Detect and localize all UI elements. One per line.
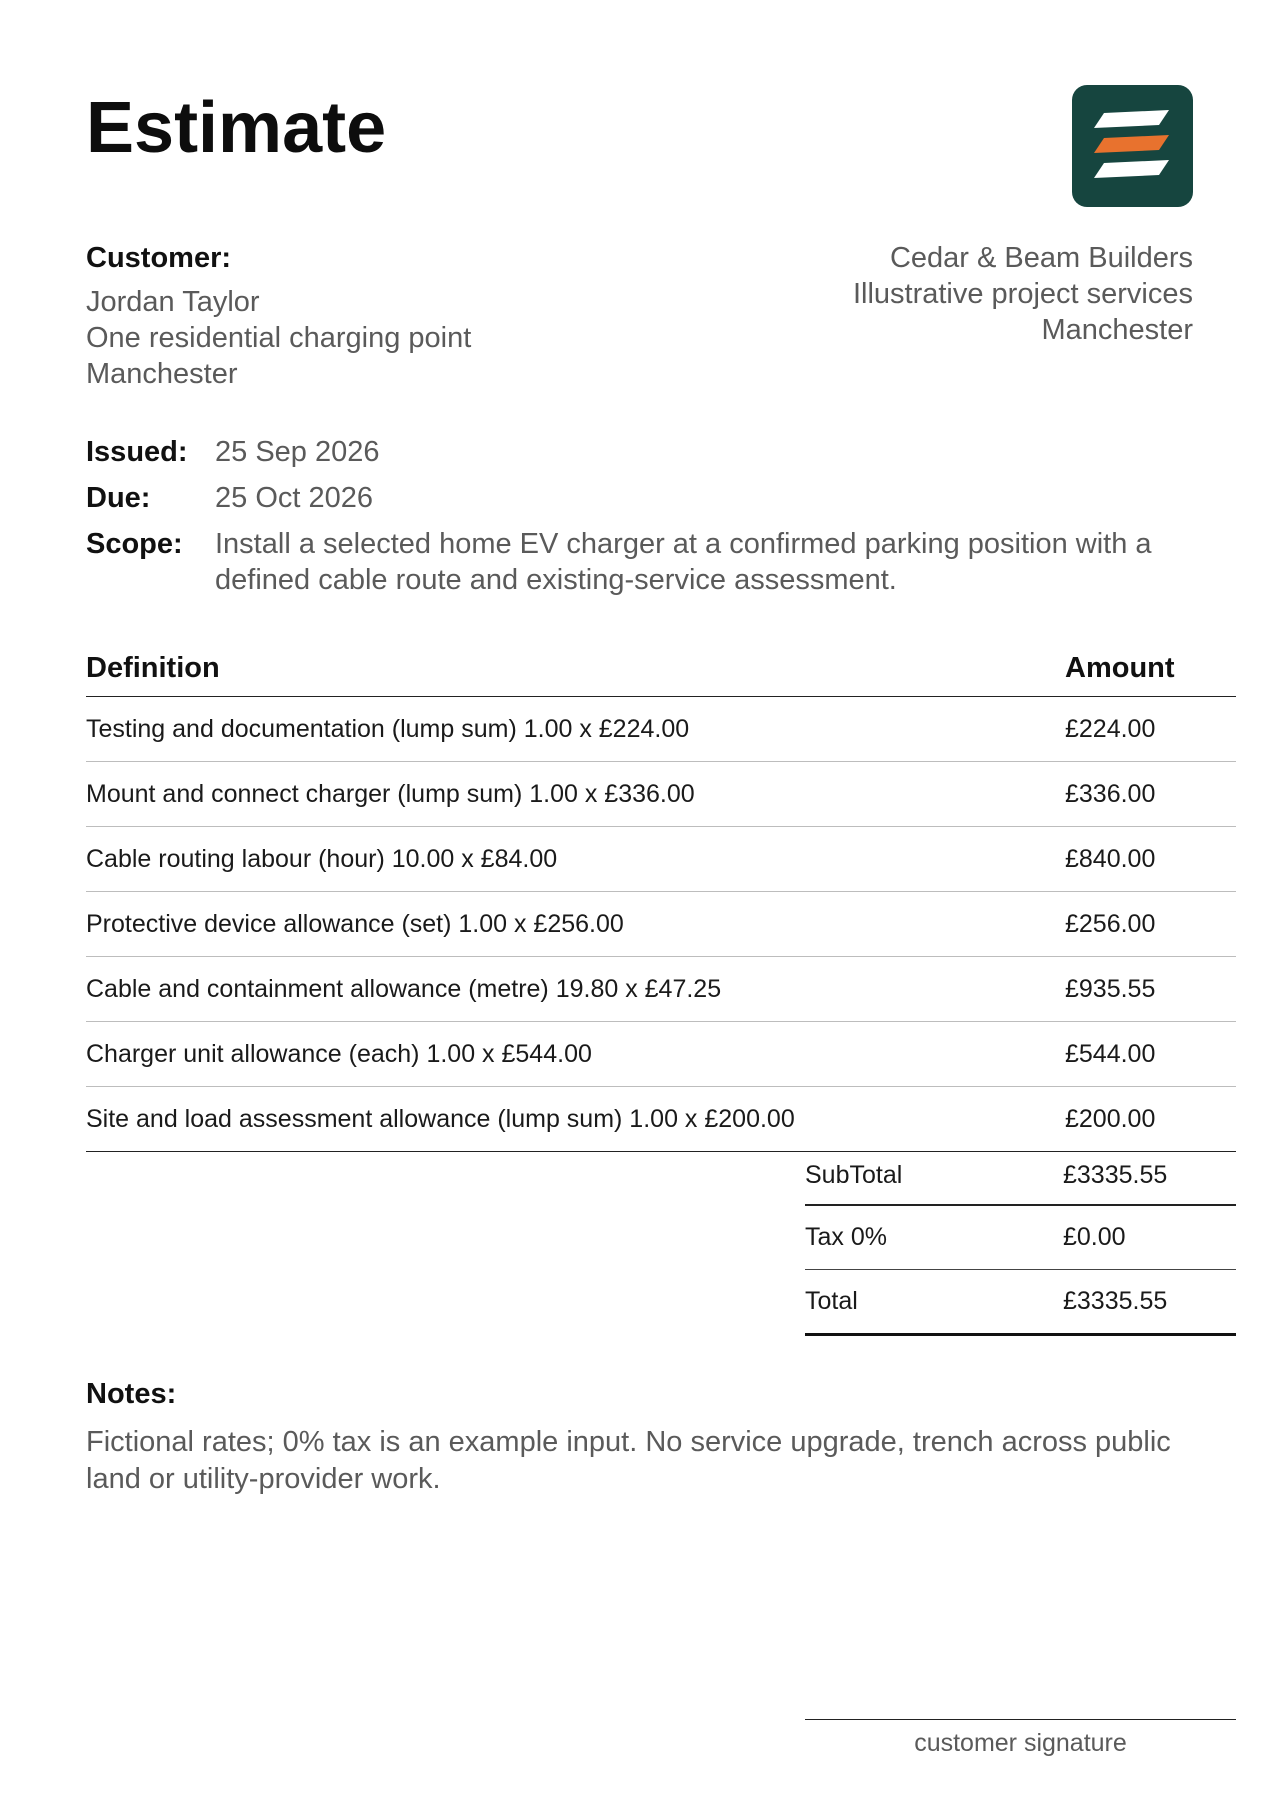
row-amount: £224.00 xyxy=(1065,697,1236,762)
document-title: Estimate xyxy=(86,88,387,168)
table-row xyxy=(86,697,1236,762)
due-label: Due: xyxy=(86,482,151,514)
total-label: Total xyxy=(805,1270,1063,1335)
table-row xyxy=(86,1087,1236,1152)
tax-row xyxy=(805,1205,1236,1270)
due-date: 25 Oct 2026 xyxy=(215,482,373,514)
due-row xyxy=(86,480,1236,516)
scope-row xyxy=(86,526,1236,598)
row-amount: £544.00 xyxy=(1065,1022,1236,1087)
signature-label: customer signature xyxy=(914,1729,1127,1757)
notes-text: Fictional rates; 0% tax is an example input. No service upgrade, trench across public land or utility-provider work. xyxy=(86,1426,1171,1495)
row-amount: £200.00 xyxy=(1065,1087,1236,1152)
signature-line xyxy=(805,1719,1236,1720)
notes-label: Notes: xyxy=(86,1378,177,1410)
row-amount: £336.00 xyxy=(1065,762,1236,827)
customer-city: Manchester xyxy=(86,358,238,390)
company-name: Cedar & Beam Builders xyxy=(889,242,1193,274)
definition-header: Definition xyxy=(86,650,1065,697)
table-row xyxy=(86,1022,1236,1087)
total-row xyxy=(805,1270,1236,1335)
scope-text: Install a selected home EV charger at a confirmed parking position with a defined cable route and existing-service assessment. xyxy=(215,528,1152,596)
tax-value: £0.00 xyxy=(1063,1205,1236,1270)
table-row xyxy=(86,957,1236,1022)
subtotal-value: £3335.55 xyxy=(1063,1146,1236,1205)
scope-label: Scope: xyxy=(86,528,183,560)
company-city: Manchester xyxy=(1041,314,1193,346)
stacked-planks-logo-icon xyxy=(1072,85,1193,207)
issued-row xyxy=(86,434,1236,470)
company-details xyxy=(853,240,1193,348)
row-amount: £935.55 xyxy=(1065,957,1236,1022)
customer-description: One residential charging point xyxy=(86,322,472,354)
customer-details xyxy=(86,284,471,392)
customer-label: Customer: xyxy=(86,242,232,274)
row-definition: Cable routing labour (hour) 10.00 x £84.00 xyxy=(86,827,1065,892)
table-row xyxy=(86,892,1236,957)
customer-name: Jordan Taylor xyxy=(86,286,260,318)
subtotal-row xyxy=(805,1146,1236,1205)
tax-label: Tax 0% xyxy=(805,1205,1063,1270)
row-definition: Testing and documentation (lump sum) 1.00 x £224.00 xyxy=(86,697,1065,762)
amount-header: Amount xyxy=(1065,650,1236,697)
row-definition: Site and load assessment allowance (lump sum) 1.00 x £200.00 xyxy=(86,1087,1065,1152)
row-amount: £840.00 xyxy=(1065,827,1236,892)
row-definition: Protective device allowance (set) 1.00 x £256.00 xyxy=(86,892,1065,957)
total-value: £3335.55 xyxy=(1063,1270,1236,1335)
table-row xyxy=(86,827,1236,892)
company-tagline: Illustrative project services xyxy=(852,278,1193,310)
estimate-meta xyxy=(86,434,1236,608)
row-definition: Cable and containment allowance (metre) 19.80 x £47.25 xyxy=(86,957,1065,1022)
row-amount: £256.00 xyxy=(1065,892,1236,957)
row-definition: Charger unit allowance (each) 1.00 x £544.00 xyxy=(86,1022,1065,1087)
table-header-row xyxy=(86,650,1236,697)
subtotal-label: SubTotal xyxy=(805,1146,1063,1205)
row-definition: Mount and connect charger (lump sum) 1.00 x £336.00 xyxy=(86,762,1065,827)
issued-label: Issued: xyxy=(86,436,188,468)
line-items-table xyxy=(86,650,1236,1152)
totals-table xyxy=(805,1146,1236,1336)
table-row xyxy=(86,762,1236,827)
issued-date: 25 Sep 2026 xyxy=(215,436,380,468)
company-logo xyxy=(1072,85,1193,207)
